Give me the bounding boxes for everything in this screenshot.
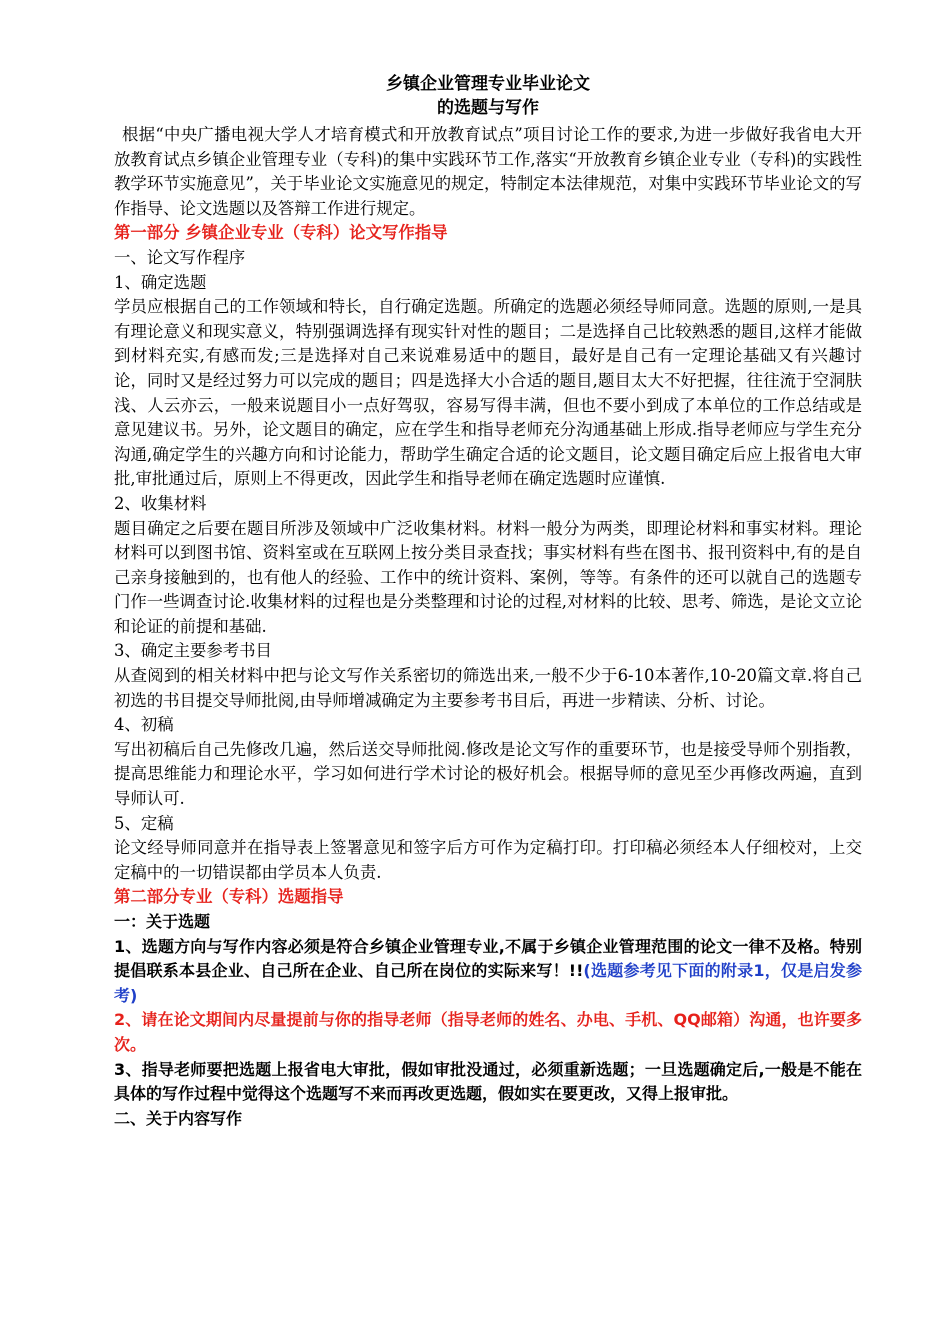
part2-item3: 3、指导老师要把选题上报省电大审批，假如审批没通过，必须重新选题；一旦选题确定后,一般是不能在具体的写作过程中觉得这个选题写不来而再改更选题，假如实在要更改，又得上报审批。 (114, 1059, 862, 1104)
section3-body: 从查阅到的相关材料中把与论文写作关系密切的筛选出来,一般不少于6-10本著作,10-20篇文章.将自己初选的书目提交导师批阅,由导师增减确定为主要参考书目后，再进一步精读、分析、讨论。 (114, 666, 862, 710)
part2-heading: 第二部分专业（专科）选题指导 (114, 887, 344, 907)
section4-title: 4、初稿 (114, 715, 174, 735)
section2-body: 题目确定之后要在题目所涉及领域中广泛收集材料。材料一般分为两类，即理论材料和事实材料。理论材料可以到图书馆、资料室或在互联网上按分类目录查找；事实材料有些在图书、报刊资料中,有的是自己亲身接触到的，也有他人的经验、工作中的统计资料、案例，等等。有条件的还可以就自己的选题专门作一些调查讨论.收集材料的过程也是分类整理和讨论的过程,对材料的比较、思考、筛选，是论文立论和论证的前提和基础. (114, 518, 862, 636)
part2-item1-note: (选题参考见下面的附录1，仅是启发参考) (114, 961, 862, 1005)
part2-item2: 2、请在论文期间内尽量提前与你的指导老师（指导老师的姓名、办电、手机、QQ邮箱）沟通，也许要多次。 (114, 1010, 862, 1054)
document-page (114, 72, 862, 1131)
section5-title: 5、定稿 (114, 813, 174, 833)
section1-title: 1、确定选题 (114, 272, 207, 292)
section2-title: 2、收集材料 (114, 493, 207, 513)
section4-body: 写出初稿后自己先修改几遍，然后送交导师批阅.修改是论文写作的重要环节，也是接受导师个别指教，提高思维能力和理论水平，学习如何进行学术讨论的极好机会。根据导师的意见至少再修改两遍，直到导师认可. (114, 739, 862, 809)
part2-sub2: 二、关于内容写作 (114, 1108, 243, 1128)
part1-subheading: 一、论文写作程序 (114, 247, 246, 267)
part2-item1-text: 1、选题方向与写作内容必须是符合乡镇企业管理专业,不属于乡镇企业管理范围的论文一律不及格。特别提倡联系本县企业、自己所在企业、自己所在岗位的实际来写！!! (114, 936, 862, 981)
section5-body: 论文经导师同意并在指导表上签署意见和签字后方可作为定稿打印。打印稿必须经本人仔细校对，上交定稿中的一切错误都由学员本人负责. (114, 838, 862, 882)
intro-paragraph: 根据“中央广播电视大学人才培育模式和开放教育试点”项目讨论工作的要求,为进一步做好我省电大开放教育试点乡镇企业管理专业（专科)的集中实践环节工作,落实“开放教育乡镇企业专业（专科)的实践性教学环节实施意见”，关于毕业论文实施意见的规定，特制定本法律规范，对集中实践环节毕业论文的写作指导、论文选题以及答辩工作进行规定。 (114, 125, 862, 218)
part2-sub1: 一：关于选题 (114, 912, 211, 931)
document-title-line1: 乡镇企业管理专业毕业论文 (386, 74, 590, 94)
part2-item1 (114, 935, 862, 1009)
part1-heading: 第一部分 乡镇企业专业（专科）论文写作指导 (114, 223, 448, 243)
document-title-line2: 的选题与写作 (437, 98, 539, 118)
section1-body: 学员应根据自己的工作领域和特长，自行确定选题。所确定的选题必须经导师同意。选题的原则,一是具有理论意义和现实意义，特别强调选择有现实针对性的题目；二是选择自己比较熟悉的题目,这样才能做到材料充实,有感而发;三是选择对自己来说难易适中的题目，最好是自己有一定理论基础又有兴趣讨论，同时又是经过努力可以完成的题目；四是选择大小合适的题目,题目太大不好把握，往往流于空洞肤浅、人云亦云，一般来说题目小一点好驾驭，容易写得丰满，但也不要小到成了本单位的工作总结或是意见建议书。另外，论文题目的确定，应在学生和指导老师充分沟通基础上形成.指导老师应与学生充分沟通,确定学生的兴趣方向和讨论能力，帮助学生确定合适的论文题目，论文题目确定后应上报省电大审批,审批通过后，原则上不得更改，因此学生和指导老师在确定选题时应谨慎. (114, 297, 862, 489)
section3-title: 3、确定主要参考书目 (114, 641, 272, 661)
